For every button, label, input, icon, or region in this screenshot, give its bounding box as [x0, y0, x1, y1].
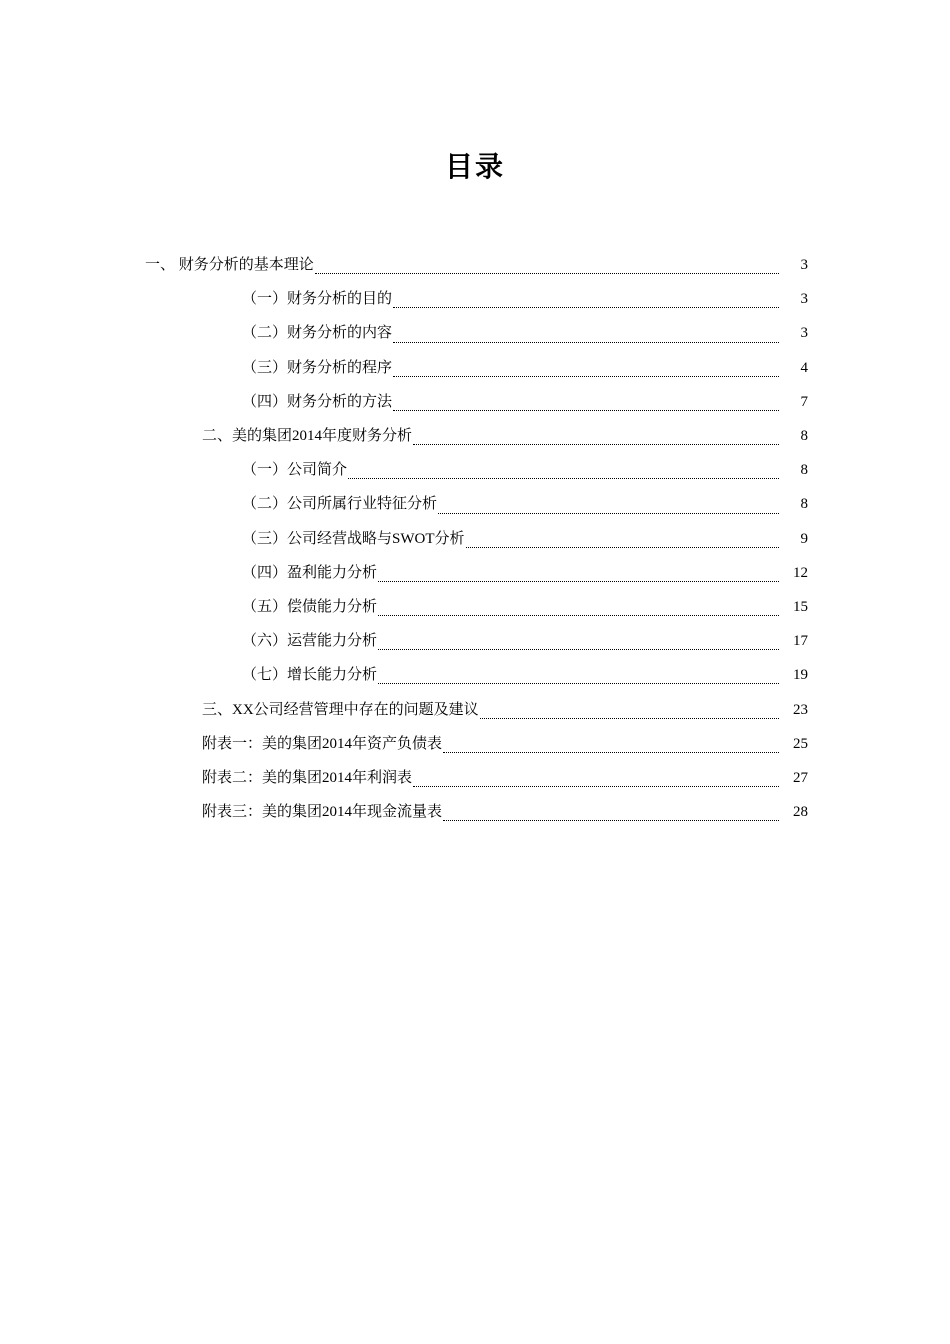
dot-leader: [466, 546, 780, 548]
toc-entry[interactable]: [0, 761, 950, 795]
toc-entry-page: 23: [793, 701, 808, 718]
toc-entry-page: 4: [800, 359, 808, 376]
toc-entry-page: 7: [800, 393, 808, 410]
dot-leader: [443, 751, 779, 753]
toc-entry[interactable]: [0, 351, 950, 385]
toc-entry-page: 3: [800, 291, 808, 308]
toc-entry-page: 12: [793, 564, 808, 581]
toc-entry-page: 15: [793, 598, 808, 615]
dot-leader: [438, 512, 779, 514]
dot-leader: [480, 717, 779, 719]
toc-entry[interactable]: [0, 692, 950, 726]
toc-entry-page: 3: [800, 325, 808, 342]
dot-leader: [393, 341, 779, 343]
toc-entry-text: 附表一：美的集团2014年资产负债表: [202, 735, 443, 752]
toc-entry[interactable]: [0, 658, 950, 692]
dot-leader: [378, 682, 779, 684]
toc-entry[interactable]: [0, 385, 950, 419]
toc-entry-text: （四）财务分析的方法: [242, 393, 393, 410]
toc-entry[interactable]: [0, 282, 950, 316]
toc-entry-page: 19: [793, 667, 808, 684]
toc-entry[interactable]: [0, 624, 950, 658]
dot-leader: [378, 580, 779, 582]
toc-entry[interactable]: [0, 556, 950, 590]
dot-leader: [315, 272, 779, 274]
toc-entry-text: （二）财务分析的内容: [242, 325, 393, 342]
toc-entry-text: （三）公司经营战略与SWOT分析: [242, 530, 465, 547]
dot-leader: [348, 477, 779, 479]
toc-entry[interactable]: [0, 487, 950, 521]
dot-leader: [443, 819, 779, 821]
toc-entry-page: 8: [800, 496, 808, 513]
toc-entry-page: 8: [800, 462, 808, 479]
toc-entry-text: （七）增长能力分析: [242, 667, 378, 684]
dot-leader: [378, 614, 779, 616]
toc-entry-page: 17: [793, 633, 808, 650]
toc-entry-text: （六）运营能力分析: [242, 633, 378, 650]
toc-entry-text: （一）财务分析的目的: [242, 291, 393, 308]
toc-entry[interactable]: [0, 316, 950, 350]
toc-entry[interactable]: [0, 590, 950, 624]
dot-leader: [413, 785, 779, 787]
toc-entry-text: 三、XX公司经营管理中存在的问题及建议: [202, 701, 479, 718]
toc-entry-text: （一）公司简介: [242, 462, 348, 479]
toc-entry-text: （二）公司所属行业特征分析: [242, 496, 438, 513]
toc-entry-text: （四）盈利能力分析: [242, 564, 378, 581]
dot-leader: [413, 443, 779, 445]
dot-leader: [393, 306, 779, 308]
dot-leader: [393, 409, 779, 411]
toc-entry-page: 9: [800, 530, 808, 547]
toc-entry-text: （三）财务分析的程序: [242, 359, 393, 376]
dot-leader: [393, 375, 779, 377]
toc-entry[interactable]: [0, 248, 950, 282]
toc-entry-text: 附表二：美的集团2014年利润表: [202, 769, 413, 786]
toc-entry[interactable]: [0, 727, 950, 761]
toc-entry[interactable]: [0, 795, 950, 829]
toc-entry[interactable]: [0, 522, 950, 556]
toc-entry-text: 二、美的集团2014年度财务分析: [202, 428, 413, 445]
toc-entry-text: 附表三：美的集团2014年现金流量表: [202, 804, 443, 821]
toc-entry[interactable]: [0, 419, 950, 453]
table-of-contents: [0, 248, 950, 829]
page-title: 目录: [444, 149, 505, 183]
toc-entry-page: 27: [793, 769, 808, 786]
toc-entry-page: 3: [800, 257, 808, 274]
toc-entry-text: 一、 财务分析的基本理论: [145, 257, 314, 274]
toc-entry[interactable]: [0, 453, 950, 487]
toc-entry-page: 28: [793, 804, 808, 821]
toc-entry-page: 25: [793, 735, 808, 752]
toc-entry-text: （五）偿债能力分析: [242, 598, 378, 615]
toc-entry-page: 8: [800, 428, 808, 445]
dot-leader: [378, 648, 779, 650]
